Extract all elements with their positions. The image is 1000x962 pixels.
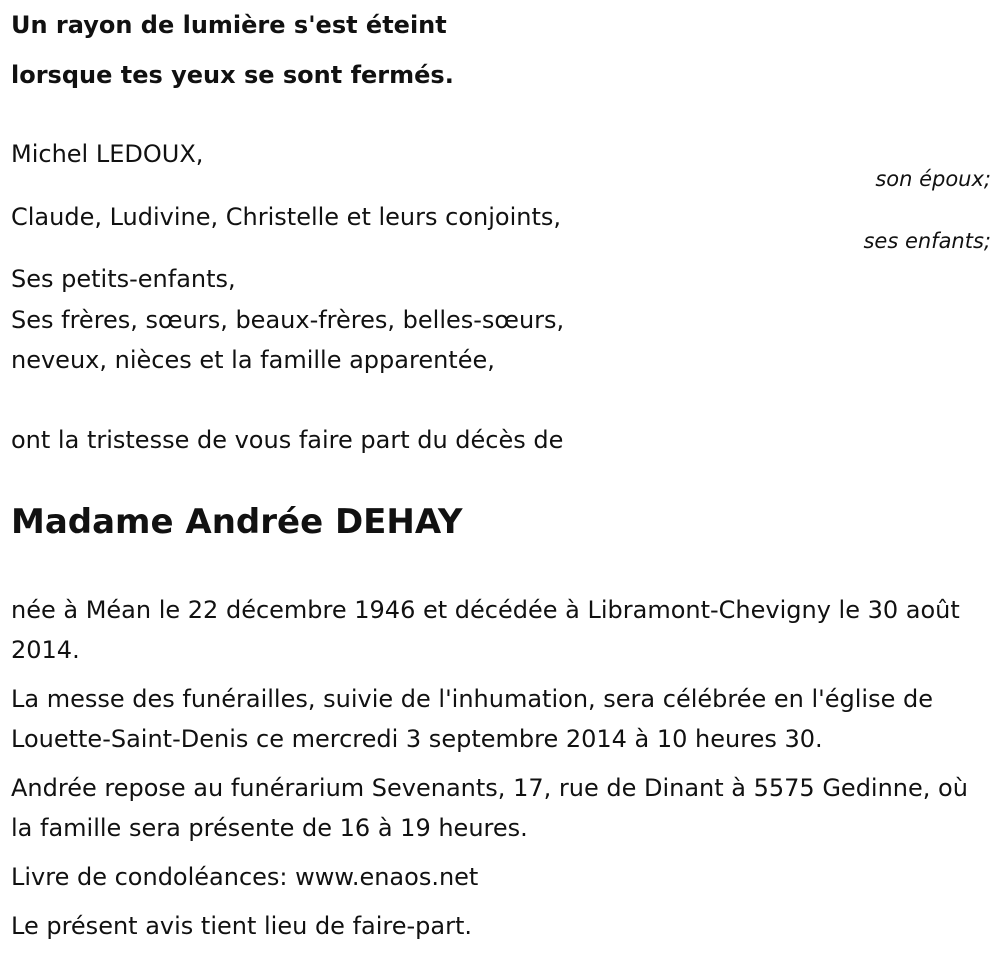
funeral-paragraph: La messe des funérailles, suivie de l'inhumation, sera célébrée en l'église de Louette-Saint-Denis ce mercredi 3 septembre 2014 à 10 heures 30. <box>11 685 933 753</box>
children-names: Claude, Ludivine, Christelle et leurs conjoints, <box>11 203 561 231</box>
spouse-role: son époux; <box>875 167 991 191</box>
spouse-name: Michel LEDOUX, <box>11 140 204 168</box>
children-role: ses enfants; <box>863 229 991 253</box>
quote-line-2: lorsque tes yeux se sont fermés. <box>11 61 454 89</box>
deceased-name: Madame Andrée DEHAY <box>11 502 463 542</box>
notice-paragraph: Le présent avis tient lieu de faire-part. <box>11 912 473 940</box>
condolences-paragraph: Livre de condoléances: www.enaos.net <box>11 863 479 891</box>
funeral-home-paragraph: Andrée repose au funérarium Sevenants, 17, rue de Dinant à 5575 Gedinne, où la famille sera présente de 16 à 19 heures. <box>11 774 968 842</box>
family-line-grandchildren: Ses petits-enfants, <box>11 265 236 293</box>
family-line-siblings: Ses frères, sœurs, beaux-frères, belles-sœurs, <box>11 306 565 334</box>
family-line-relatives: neveux, nièces et la famille apparentée, <box>11 346 495 374</box>
quote-line-1: Un rayon de lumière s'est éteint <box>11 11 447 39</box>
announcement-text: ont la tristesse de vous faire part du décès de <box>11 426 564 454</box>
birth-death-paragraph: née à Méan le 22 décembre 1946 et décédée à Libramont-Chevigny le 30 août 2014. <box>11 596 960 664</box>
